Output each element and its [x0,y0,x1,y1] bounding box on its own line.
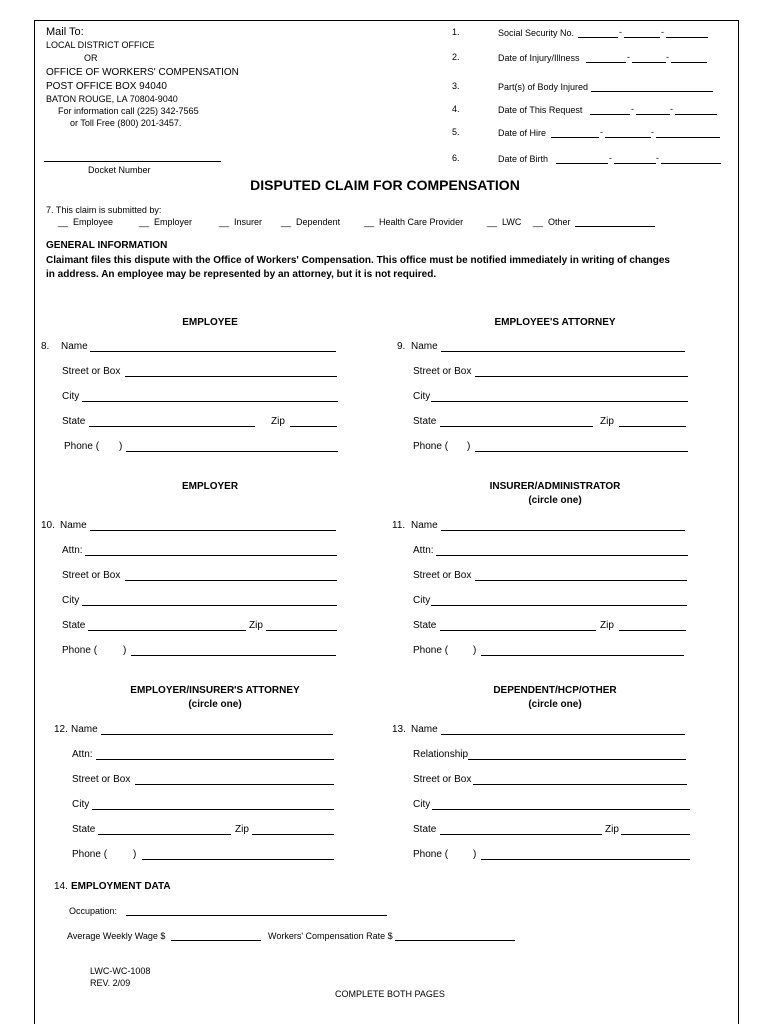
employer-phone-label: Phone ( [62,645,98,656]
emp-attorney-phone-field[interactable] [475,451,688,452]
insurer-city-label: City [413,595,431,606]
emp-attorney-state-label: State [413,416,437,427]
q7-option-lwc[interactable]: __ LWC [487,217,522,227]
request-date-month[interactable] [590,114,630,115]
emp-attorney-state-field[interactable] [440,426,593,427]
q7-option-dependent[interactable]: __ Dependent [281,217,341,227]
mail-owc: OFFICE OF WORKERS' COMPENSATION [46,67,239,78]
employee-zip-label: Zip [271,416,285,427]
er-attorney-street-label: Street or Box [72,774,131,785]
employer-attorney-heading: EMPLOYER/INSURER'S ATTORNEY [130,685,300,696]
dependent-state-label: State [413,824,437,835]
dependent-zip-label: Zip [605,824,619,835]
item-number: 11. [392,520,406,531]
injury-date-month[interactable] [586,62,626,63]
emp-attorney-name-field[interactable] [441,351,685,352]
er-attorney-attn-field[interactable] [96,759,334,760]
injury-date-label: Date of Injury/Illness [498,53,580,63]
dash: - [661,27,664,37]
employer-city-field[interactable] [82,605,337,606]
mail-info-call: For information call (225) 342-7565 [58,106,199,116]
body-parts-label: Part(s) of Body Injured [498,82,589,92]
emp-attorney-street-label: Street or Box [413,366,472,377]
er-attorney-phone-label: Phone ( [72,849,108,860]
item-number: 14. [54,881,68,892]
mail-to-title: Mail To: [46,26,84,38]
emp-attorney-zip-field[interactable] [619,426,686,427]
insurer-name-label: Name [411,520,438,531]
comp-rate-field[interactable] [395,940,515,941]
general-info-line-2: in address. An employee may be represented by an attorney, but it is not required. [46,269,437,280]
dependent-relationship-field[interactable] [468,759,686,760]
er-attorney-city-field[interactable] [92,809,334,810]
employer-name-label: Name [60,520,87,531]
phone-close-paren: ) [123,645,127,656]
employer-street-label: Street or Box [62,570,121,581]
insurer-city-field[interactable] [431,605,687,606]
field-number: 2. [452,52,460,62]
birth-date-label: Date of Birth [498,154,549,164]
field-number: 4. [452,104,460,114]
form-border-right [738,20,739,1024]
phone-close-paren: ) [473,849,477,860]
insurer-street-field[interactable] [475,580,687,581]
insurer-attn-label: Attn: [413,545,434,556]
er-attorney-street-field[interactable] [135,784,334,785]
insurer-phone-field[interactable] [481,655,684,656]
emp-attorney-city-field[interactable] [431,401,688,402]
item-number: 10. [41,520,55,531]
hire-date-year[interactable] [656,137,720,138]
form-revision: REV. 2/09 [90,978,131,988]
employee-city-field[interactable] [82,401,338,402]
dependent-relationship-label: Relationship [413,749,469,760]
employee-name-field[interactable] [90,351,336,352]
dependent-state-field[interactable] [440,834,602,835]
er-attorney-zip-field[interactable] [252,834,334,835]
er-attorney-state-label: State [72,824,96,835]
phone-close-paren: ) [119,441,123,452]
weekly-wage-label: Average Weekly Wage $ [67,931,166,941]
form-id: LWC-WC-1008 [90,966,151,976]
emp-attorney-city-label: City [413,391,431,402]
general-info-line-1: Claimant files this dispute with the Office of Workers' Compensation. This office must be notified immediately in writing of changes [46,255,670,266]
insurer-state-label: State [413,620,437,631]
form-border-top [34,20,738,21]
employee-state-field[interactable] [89,426,255,427]
weekly-wage-field[interactable] [171,940,261,941]
er-attorney-attn-label: Attn: [72,749,93,760]
request-date-day[interactable] [636,114,670,115]
body-parts-field[interactable] [591,91,713,92]
dash: - [666,52,669,62]
injury-date-day[interactable] [632,62,666,63]
q7-option-other[interactable]: __ Other [533,217,571,227]
item-number: 8. [41,341,50,352]
dependent-city-field[interactable] [432,809,690,810]
er-attorney-phone-field[interactable] [142,859,334,860]
ssn-field-3[interactable] [666,37,708,38]
insurer-zip-label: Zip [600,620,614,631]
employee-heading: EMPLOYEE [182,317,238,328]
dependent-name-label: Name [411,724,438,735]
field-number: 3. [452,81,460,91]
request-date-year[interactable] [675,114,717,115]
dependent-phone-label: Phone ( [413,849,449,860]
employer-attorney-circle-one: (circle one) [188,699,242,710]
item-number: 13. [392,724,406,735]
insurer-zip-field[interactable] [619,630,686,631]
birth-date-year[interactable] [661,163,721,164]
dependent-street-field[interactable] [473,784,687,785]
ssn-field-1[interactable] [578,37,618,38]
phone-close-paren: ) [473,645,477,656]
insurer-phone-label: Phone ( [413,645,449,656]
form-border-left [34,20,35,1024]
employee-name-label: Name [61,341,88,352]
q7-option-employer[interactable]: __ Employer [139,217,193,227]
mail-toll-free: or Toll Free (800) 201-3457. [70,118,182,128]
item-number: 12. [54,724,68,735]
item-number: 9. [397,341,406,352]
er-attorney-city-label: City [72,799,90,810]
employee-city-label: City [62,391,80,402]
er-attorney-name-label: Name [71,724,98,735]
employee-attorney-heading: EMPLOYEE'S ATTORNEY [494,317,616,328]
dash: - [656,153,659,163]
insurer-name-field[interactable] [441,530,685,531]
q7-other-field[interactable] [575,226,655,227]
phone-close-paren: ) [467,441,471,452]
dash: - [600,127,603,137]
employee-street-field[interactable] [125,376,337,377]
q7-option-hcp[interactable]: __ Health Care Provider [364,217,464,227]
mail-pobox: POST OFFICE BOX 94040 [46,81,167,92]
docket-number-label: Docket Number [88,165,151,175]
insurer-state-field[interactable] [440,630,596,631]
dash: - [627,52,630,62]
mail-city: BATON ROUGE, LA 70804-9040 [46,94,178,104]
mail-or: OR [84,53,98,63]
employer-zip-label: Zip [249,620,263,631]
q7-option-employee[interactable]: __ Employee [58,217,114,227]
occupation-field[interactable] [126,915,387,916]
form-title: DISPUTED CLAIM FOR COMPENSATION [250,177,520,193]
hire-date-label: Date of Hire [498,128,547,138]
er-attorney-zip-label: Zip [235,824,249,835]
employee-phone-label: Phone ( [64,441,100,452]
employer-phone-field[interactable] [131,655,336,656]
q7-label: 7. This claim is submitted by: [46,205,162,215]
field-number: 6. [452,153,460,163]
employer-state-label: State [62,620,86,631]
birth-date-month[interactable] [556,163,608,164]
dash: - [619,27,622,37]
dependent-street-label: Street or Box [413,774,472,785]
dash: - [609,153,612,163]
employer-name-field[interactable] [90,530,336,531]
birth-date-day[interactable] [614,163,656,164]
injury-date-year[interactable] [671,62,707,63]
dash: - [670,104,673,114]
dependent-city-label: City [413,799,431,810]
dash: - [651,127,654,137]
employer-state-field[interactable] [88,630,246,631]
insurer-street-label: Street or Box [413,570,472,581]
dependent-zip-field[interactable] [621,834,690,835]
insurer-circle-one: (circle one) [528,495,582,506]
ssn-label: Social Security No. [498,28,575,38]
employer-attn-field[interactable] [85,555,337,556]
employee-state-label: State [62,416,86,427]
er-attorney-name-field[interactable] [101,734,333,735]
dependent-name-field[interactable] [441,734,685,735]
employee-street-label: Street or Box [62,366,121,377]
dependent-circle-one: (circle one) [528,699,582,710]
insurer-heading: INSURER/ADMINISTRATOR [489,481,621,492]
q7-option-insurer[interactable]: __ Insurer [219,217,263,227]
field-number: 5. [452,127,460,137]
employer-heading: EMPLOYER [181,481,239,492]
employer-attn-label: Attn: [62,545,83,556]
er-attorney-state-field[interactable] [98,834,231,835]
insurer-attn-field[interactable] [436,555,688,556]
general-info-heading: GENERAL INFORMATION [46,240,168,251]
employer-zip-field[interactable] [266,630,337,631]
emp-attorney-street-field[interactable] [475,376,688,377]
dash: - [631,104,634,114]
employee-zip-field[interactable] [290,426,337,427]
emp-attorney-zip-label: Zip [600,416,614,427]
field-number: 1. [452,27,460,37]
emp-attorney-phone-label: Phone ( [413,441,449,452]
employer-street-field[interactable] [125,580,337,581]
employment-data-heading: EMPLOYMENT DATA [71,881,171,892]
complete-both-pages: COMPLETE BOTH PAGES [335,989,445,999]
hire-date-month[interactable] [551,137,599,138]
comp-rate-label: Workers' Compensation Rate $ [268,931,393,941]
ssn-field-2[interactable] [624,37,660,38]
phone-close-paren: ) [133,849,137,860]
emp-attorney-name-label: Name [411,341,438,352]
hire-date-day[interactable] [605,137,651,138]
request-date-label: Date of This Request [498,105,583,115]
docket-number-field[interactable] [44,161,221,162]
employee-phone-field[interactable] [126,451,338,452]
mail-office: LOCAL DISTRICT OFFICE [46,40,155,50]
employer-city-label: City [62,595,80,606]
dependent-phone-field[interactable] [481,859,690,860]
dependent-heading: DEPENDENT/HCP/OTHER [493,685,617,696]
occupation-label: Occupation: [69,906,118,916]
